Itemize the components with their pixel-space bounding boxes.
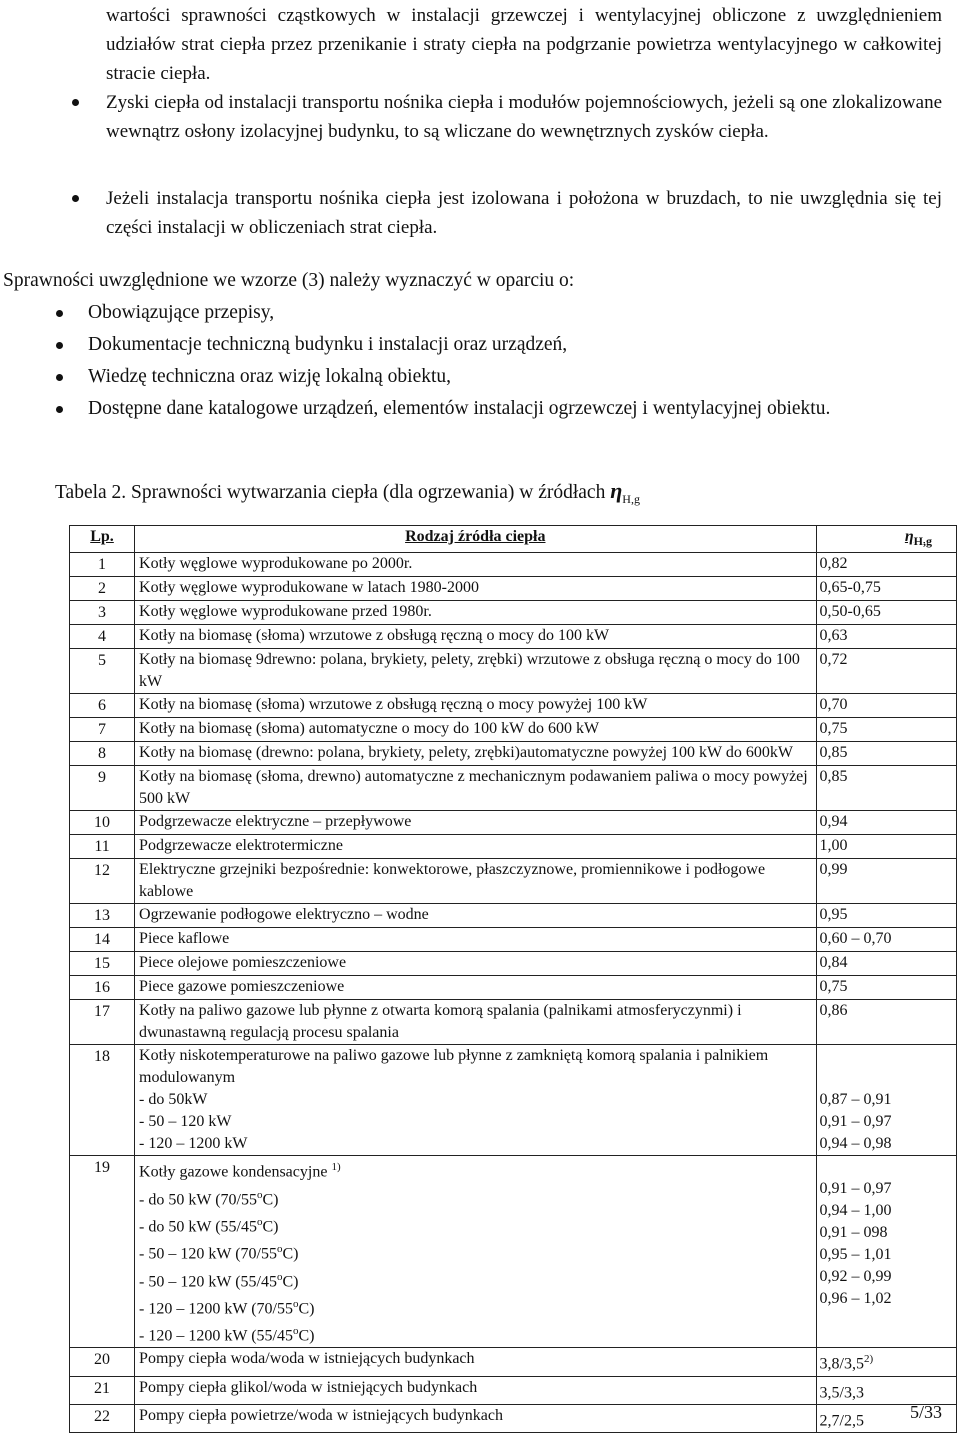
footnote-ref: 2) [864, 1353, 874, 1366]
bullet-dot [56, 374, 63, 381]
row-subvalue: 0,91 – 0,97 [819, 1180, 892, 1198]
row-subrange: - 120 – 1200 kW (55/45$^o$C) [139, 1325, 315, 1345]
row-subrange: - 120 – 1200 kW [139, 1135, 248, 1153]
eta-symbol: η [610, 478, 623, 503]
row-source-type: Pompy ciepła woda/woda w istniejących budynkach [135, 1348, 817, 1376]
table-row [70, 694, 957, 718]
eta-symbol: η [904, 528, 914, 545]
table-row [70, 928, 957, 952]
row-lp: 2 [70, 577, 135, 601]
row-lp: 5 [70, 649, 135, 694]
eta-subscript: H,g [913, 534, 932, 549]
row-description: Kotły gazowe kondensacyjne $^{1)}$ [139, 1161, 341, 1181]
row-lp: 6 [70, 694, 135, 718]
row-source-type: Ogrzewanie podłogowe elektryczno – wodne [135, 904, 817, 928]
table-body-row18 [70, 1045, 957, 1348]
table-row [70, 601, 957, 625]
row-subrange: - 120 – 1200 kW (70/55$^o$C) [139, 1297, 315, 1318]
row-subvalue: 0,96 – 1,02 [819, 1290, 892, 1308]
bullet-dot [56, 310, 63, 317]
row-subrange: - 50 – 120 kW [139, 1113, 232, 1131]
table-row [70, 835, 957, 859]
row-lp: 3 [70, 601, 135, 625]
row-lp: 17 [70, 1000, 135, 1045]
row-efficiency: 0,72 [816, 649, 956, 694]
row-source-type: Kotły na biomasę (słoma) automatyczne o mocy do 100 kW do 600 kW [135, 718, 817, 742]
efficiency-basis-paragraph: Sprawności uwzględnione we wzorze (3) należy wyznaczyć w oparciu o: [3, 270, 575, 291]
row-efficiency: 0,60 – 0,70 [816, 928, 956, 952]
table-row [70, 904, 957, 928]
row-lp: 18 [70, 1045, 135, 1156]
row-lp: 22 [70, 1405, 135, 1433]
row-lp: 13 [70, 904, 135, 928]
table-row [70, 952, 957, 976]
table-row [70, 1156, 957, 1348]
row-lp: 8 [70, 742, 135, 766]
row-subrange: - do 50 kW (70/55$^o$C) [139, 1188, 279, 1208]
table-header-row [70, 526, 957, 553]
header-efficiency [816, 526, 956, 553]
row-efficiency: 0,95 [816, 904, 956, 928]
row-efficiency: 0,84 [816, 952, 956, 976]
row-source-type: Kotły na biomasę (drewno: polana, brykiety, pelety, zrębki)automatyczne powyżej 100 kW do 600kW [135, 742, 817, 766]
row-efficiency: 0,99 [816, 859, 956, 904]
intro-continuation: wartości sprawności cząstkowych w instalacji grzewczej i wentylacyjnej obliczone z uwzględnieniem udziałów strat ciepła przez przenikanie i straty ciepła na podgrzanie powietrza wentylacyjnego w całkowitej stracie ciepła. [106, 5, 942, 84]
row-subvalue: 0,87 – 0,91 [819, 1091, 892, 1109]
row-source-type: Kotły na biomasę 9drewno: polana, brykiety, pelety, zrębki) wrzutowe z obsługa ręczną o mocy do 100 kW [135, 649, 817, 694]
table-row [70, 625, 957, 649]
row-subvalue: 0,91 – 0,97 [819, 1113, 892, 1131]
row-subvalue: 0,91 – 098 [819, 1224, 888, 1242]
table-body [70, 553, 957, 1045]
table-body-tail [70, 1348, 957, 1433]
row-source-type [135, 1045, 817, 1156]
basis-item-2: Dokumentacje techniczną budynku i instalacji oraz urządzeń, [88, 334, 568, 355]
row-source-type: Piece olejowe pomieszczeniowe [135, 952, 817, 976]
row-subvalue: 0,92 – 0,99 [819, 1268, 892, 1286]
header-source-type: Rodzaj źródła ciepła [135, 526, 817, 553]
row-source-type: Kotły na biomasę (słoma) wrzutowe z obsługą ręczną o mocy do 100 kW [135, 625, 817, 649]
table-caption-text: Tabela 2. Sprawności wytwarzania ciepła (dla ogrzewania) w źródłach [55, 482, 611, 503]
row-efficiency: 0,63 [816, 625, 956, 649]
row-lp: 21 [70, 1376, 135, 1404]
row-source-type: Kotły węglowe wyprodukowane w latach 1980-2000 [135, 577, 817, 601]
row-source-type: Kotły węglowe wyprodukowane po 2000r. [135, 553, 817, 577]
table-row [70, 859, 957, 904]
header-lp: Lp. [70, 526, 135, 553]
row-source-type: Kotły węglowe wyprodukowane przed 1980r. [135, 601, 817, 625]
row-efficiency: 0,85 [816, 766, 956, 811]
row-lp: 19 [70, 1156, 135, 1348]
row-subvalue: 0,94 – 1,00 [819, 1202, 892, 1220]
row-efficiency: 3,5/3,3 [816, 1376, 956, 1404]
row-efficiency: 3,8/3,5$^{2)}$ [816, 1348, 956, 1376]
row-efficiency: 1,00 [816, 835, 956, 859]
table-row [70, 1000, 957, 1045]
row-efficiency: 0,85 [816, 742, 956, 766]
row-subvalue: 0,94 – 0,98 [819, 1135, 892, 1153]
row-source-type [135, 1156, 817, 1348]
row-lp: 15 [70, 952, 135, 976]
footnote-ref: 1) [331, 1161, 341, 1174]
row-lp: 9 [70, 766, 135, 811]
bullet-dot [72, 99, 79, 106]
row-source-type: Pompy ciepła glikol/woda w istniejących budynkach [135, 1376, 817, 1404]
intro-bullet-2: Jeżeli instalacja transportu nośnika ciepła jest izolowana i położona w bruzdach, to nie uwzględnia się tej części instalacji w obliczeniach strat ciepła. [106, 188, 942, 238]
row-efficiency: 0,75 [816, 718, 956, 742]
table-row [70, 1405, 957, 1433]
table-row [70, 766, 957, 811]
row-efficiency: 0,82 [816, 553, 956, 577]
row-lp: 10 [70, 811, 135, 835]
row-subrange: - do 50kW [139, 1091, 208, 1109]
row-efficiency: 0,75 [816, 976, 956, 1000]
row-efficiency: 0,94 [816, 811, 956, 835]
table-caption [55, 476, 640, 514]
bullet-dot [72, 195, 79, 202]
table-row [70, 811, 957, 835]
row-source-type: Kotły na biomasę (słoma) wrzutowe z obsługą ręczną o mocy powyżej 100 kW [135, 694, 817, 718]
row-source-type: Piece gazowe pomieszczeniowe [135, 976, 817, 1000]
row-efficiency: 0,65-0,75 [816, 577, 956, 601]
row-source-type: Kotły na biomasę (słoma, drewno) automatyczne z mechanicznym podawaniem paliwa o mocy powyżej 500 kW [135, 766, 817, 811]
row-efficiency: 0,86 [816, 1000, 956, 1045]
row-source-type: Pompy ciepła powietrze/woda w istniejących budynkach [135, 1405, 817, 1433]
row-description: Kotły niskotemperaturowe na paliwo gazowe lub płynne z zamkniętą komorą spalania i palnikiem modulowanym [139, 1047, 769, 1087]
row-efficiency: 0,70 [816, 694, 956, 718]
table-row [70, 1376, 957, 1404]
intro-bullet-1: Zyski ciepła od instalacji transportu nośnika ciepła i modułów pojemnościowych, jeżeli są one zlokalizowane wewnątrz osłony izolacyjnej budynku, to są wliczane do wewnętrznych zysków ciepła. [106, 92, 942, 142]
row-source-type: Podgrzewacze elektryczne – przepływowe [135, 811, 817, 835]
row-lp: 14 [70, 928, 135, 952]
table-row [70, 976, 957, 1000]
basis-item-1: Obowiązujące przepisy, [88, 302, 275, 323]
efficiency-table [69, 525, 957, 1433]
row-lp: 16 [70, 976, 135, 1000]
table-row [70, 649, 957, 694]
row-lp: 7 [70, 718, 135, 742]
table-row [70, 553, 957, 577]
row-lp: 4 [70, 625, 135, 649]
row-lp: 20 [70, 1348, 135, 1376]
table-row [70, 1045, 957, 1156]
bullet-dot [56, 342, 63, 349]
table-row [70, 1348, 957, 1376]
row-efficiency: 2,7/2,5 [816, 1405, 956, 1433]
eta-subscript: H,g [622, 491, 640, 506]
row-subrange: - 50 – 120 kW (70/55$^o$C) [139, 1243, 299, 1263]
row-efficiency [816, 1156, 956, 1348]
table-row [70, 742, 957, 766]
basis-item-3: Wiedzę techniczna oraz wizję lokalną obiektu, [88, 366, 452, 387]
bullet-dot [56, 406, 63, 413]
row-subrange: - do 50 kW (55/45$^o$C) [139, 1215, 279, 1236]
row-source-type: Kotły na paliwo gazowe lub płynne z otwarta komorą spalania (palnikami atmosferyczynmi) i dwunastawną regulacją procesu spalania [135, 1000, 817, 1045]
row-source-type: Podgrzewacze elektrotermiczne [135, 835, 817, 859]
row-source-type: Piece kaflowe [135, 928, 817, 952]
row-efficiency: 0,50-0,65 [816, 601, 956, 625]
row-subrange: - 50 – 120 kW (55/45$^o$C) [139, 1270, 299, 1290]
page-number: 5/33 [909, 1402, 942, 1422]
row-subvalue: 0,95 – 1,01 [819, 1246, 892, 1264]
basis-item-4: Dostępne dane katalogowe urządzeń, elementów instalacji ogrzewczej i wentylacyjnej obiektu. [88, 398, 831, 419]
row-lp: 11 [70, 835, 135, 859]
row-lp: 1 [70, 553, 135, 577]
row-source-type: Elektryczne grzejniki bezpośrednie: konwektorowe, płaszczyznowe, promiennikowe i podłogowe kablowe [135, 859, 817, 904]
table-row [70, 718, 957, 742]
table-row [70, 577, 957, 601]
row-efficiency [816, 1045, 956, 1156]
row-lp: 12 [70, 859, 135, 904]
